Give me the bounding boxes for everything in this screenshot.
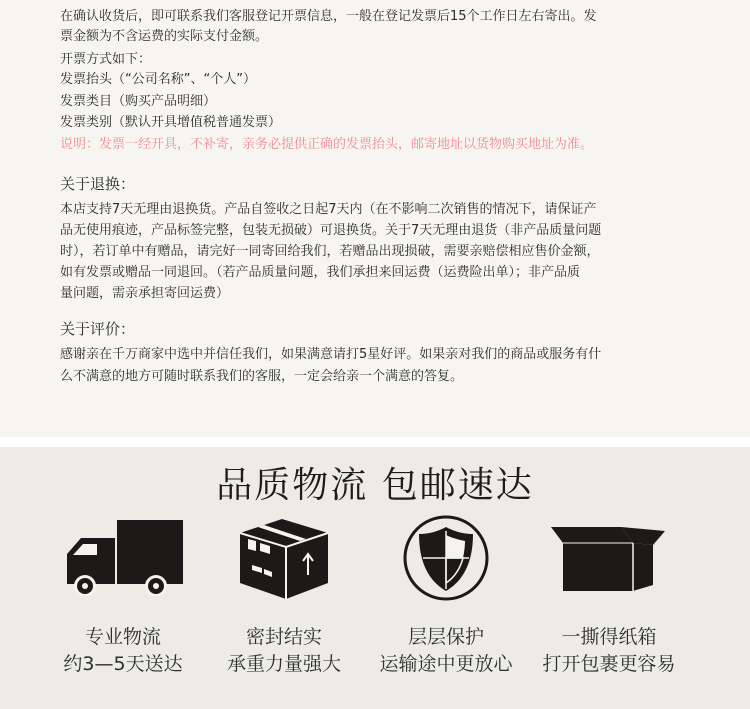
invoice-text: 票金额为不含运费的实际支付金额。 xyxy=(60,29,269,44)
sealed-box-icon xyxy=(199,513,369,603)
feature-protection xyxy=(361,513,531,678)
feature-subtitle: 运输途中更放心 xyxy=(379,653,513,675)
feature-title: 密封结实 xyxy=(245,626,322,648)
feature-easy-open xyxy=(524,513,694,678)
feature-subtitle: 约3—5天送达 xyxy=(63,653,183,675)
feature-title: 层层保护 xyxy=(407,626,484,648)
returns-text: 如有发票或赠品一同退回。（若产品质量问题，我们承担来回运费（运费险出单）；非产品质 xyxy=(60,265,581,280)
returns-text: 品无使用痕迹，产品标签完整，包装无损破）可退换货。关于7天无理由退货（非产品质量问题 xyxy=(60,223,602,238)
logistics-section xyxy=(0,447,750,709)
returns-text: 时），若订单中有赠品，请完好一同寄回给我们，若赠品出现损破，需要亲赔偿相应售价金额， xyxy=(60,244,600,259)
invoice-category: 发票类目（购买产品明细） xyxy=(60,94,217,109)
feature-title: 一撕得纸箱 xyxy=(561,626,657,648)
returns-text: 本店支持7天无理由退换货。产品自签收之日起7天内（在不影响二次销售的情况下，请保证产 xyxy=(60,202,597,217)
logistics-title: 品质物流 包邮速达 xyxy=(216,465,534,506)
feature-subtitle: 打开包裹更容易 xyxy=(542,653,676,675)
reviews-heading: 关于评价： xyxy=(60,320,136,338)
invoice-kind: 发票类别（默认开具增值税普通发票） xyxy=(60,115,282,130)
invoice-header-type: 发票抬头（“公司名称”、“个人”） xyxy=(60,72,256,87)
truck-icon xyxy=(38,513,208,603)
shield-icon xyxy=(361,513,531,603)
returns-heading: 关于退换： xyxy=(60,175,136,193)
open-box-icon xyxy=(524,513,694,603)
feature-subtitle: 承重力量强大 xyxy=(226,653,341,675)
returns-text: 量问题，需亲承担寄回运费） xyxy=(60,286,230,301)
invoice-text: 在确认收货后，即可联系我们客服登记开票信息，一般在登记发票后15个工作日左右寄出。发 xyxy=(60,9,597,24)
invoice-note: 说明：发票一经开具，不补寄，亲务必提供正确的发票抬头，邮寄地址以货物购买地址为准。 xyxy=(60,137,594,152)
feature-sealed-package xyxy=(199,513,369,678)
reviews-text: 感谢亲在千万商家中选中并信任我们，如果满意请打5星好评。如果亲对我们的商品或服务有什 xyxy=(60,347,602,362)
invoice-method-label: 开票方式如下： xyxy=(60,52,152,67)
reviews-text: 么不满意的地方可随时联系我们的客服，一定会给亲一个满意的答复。 xyxy=(60,369,464,384)
section-divider xyxy=(0,437,750,447)
feature-fast-shipping xyxy=(38,513,208,678)
feature-title: 专业物流 xyxy=(84,626,161,648)
